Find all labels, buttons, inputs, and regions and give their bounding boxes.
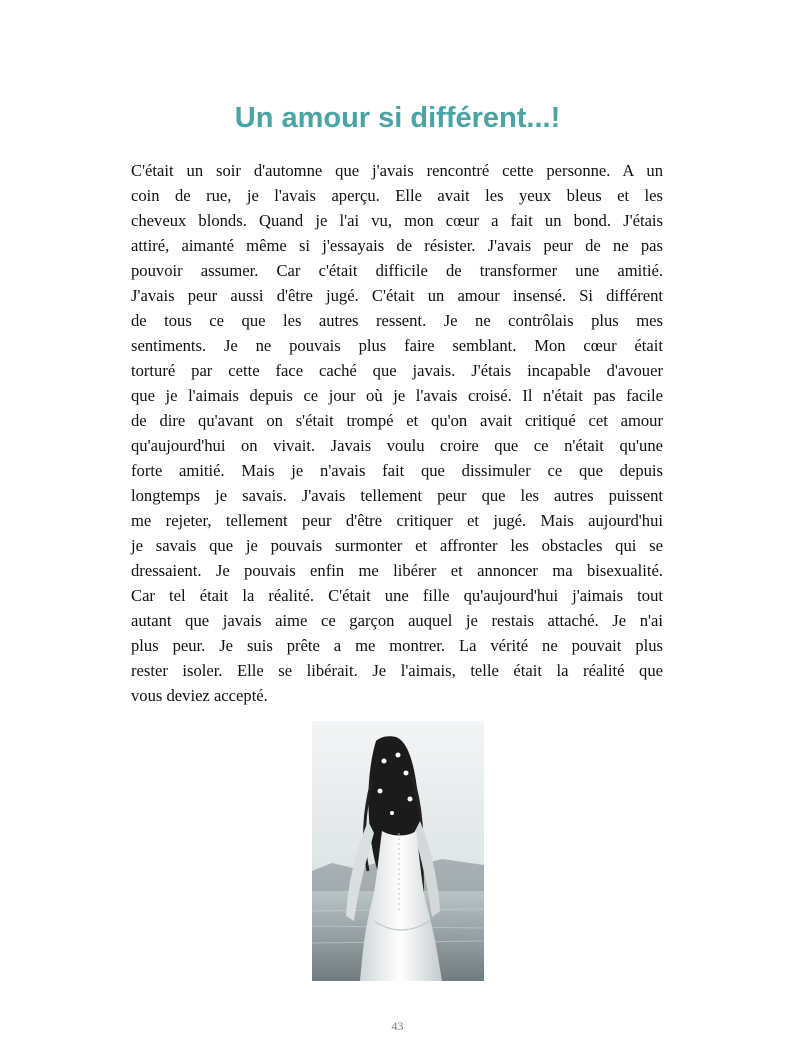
text-line: autant que javais aime ce garçon auquel je restais attaché. Je n'ai — [131, 611, 663, 630]
text-line: de dire qu'avant on s'était trompé et qu'on avait critiqué cet amour — [131, 411, 663, 430]
text-line: que je l'aimais depuis ce jour où je l'avais croisé. Il n'était pas facile — [131, 386, 663, 405]
text-line: me rejeter, tellement peur d'être critiquer et jugé. Mais aujourd'hui — [131, 511, 663, 530]
text-line: Car tel était la réalité. C'était une fille qu'aujourd'hui j'aimais tout — [131, 586, 663, 605]
text-line: pouvoir assumer. Car c'était difficile de transformer une amitié. — [131, 261, 663, 280]
text-line: je savais que je pouvais surmonter et affronter les obstacles qui se — [131, 536, 663, 555]
text-line: rester isoler. Elle se libérait. Je l'aimais, telle était la réalité que — [131, 661, 663, 680]
text-line: de tous ce que les autres ressent. Je ne contrôlais plus mes — [131, 311, 663, 330]
text-line: torturé par cette face caché que javais. J'étais incapable d'avouer — [131, 361, 663, 380]
text-line: qu'aujourd'hui on vivait. Javais voulu croire que ce n'était qu'une — [131, 436, 663, 455]
text-line: longtemps je savais. J'avais tellement peur que les autres puissent — [131, 486, 663, 505]
body-paragraph — [131, 158, 663, 708]
text-line: coin de rue, je l'avais aperçu. Elle avait les yeux bleus et les — [131, 186, 663, 205]
text-line: J'avais peur aussi d'être jugé. C'était un amour insensé. Si différent — [131, 286, 663, 305]
text-line: cheveux blonds. Quand je l'ai vu, mon cœur a fait un bond. J'étais — [131, 211, 663, 230]
page-number: 43 — [391, 1019, 404, 1033]
text-line: C'était un soir d'automne que j'avais rencontré cette personne. A un — [131, 161, 663, 180]
text-line: plus peur. Je suis prête a me montrer. La vérité ne pouvait plus — [131, 636, 663, 655]
text-line: forte amitié. Mais je n'avais fait que dissimuler ce que depuis — [131, 461, 663, 480]
illustration-photo — [312, 721, 484, 981]
text-line: sentiments. Je ne pouvais plus faire semblant. Mon cœur était — [131, 336, 663, 355]
text-line: attiré, aimanté même si j'essayais de résister. J'avais peur de ne pas — [131, 236, 663, 255]
text-line: vous deviez accepté. — [131, 686, 268, 705]
text-line: dressaient. Je pouvais enfin me libérer et annoncer ma bisexualité. — [131, 561, 663, 580]
page-title: Un amour si différent...! — [234, 102, 561, 134]
